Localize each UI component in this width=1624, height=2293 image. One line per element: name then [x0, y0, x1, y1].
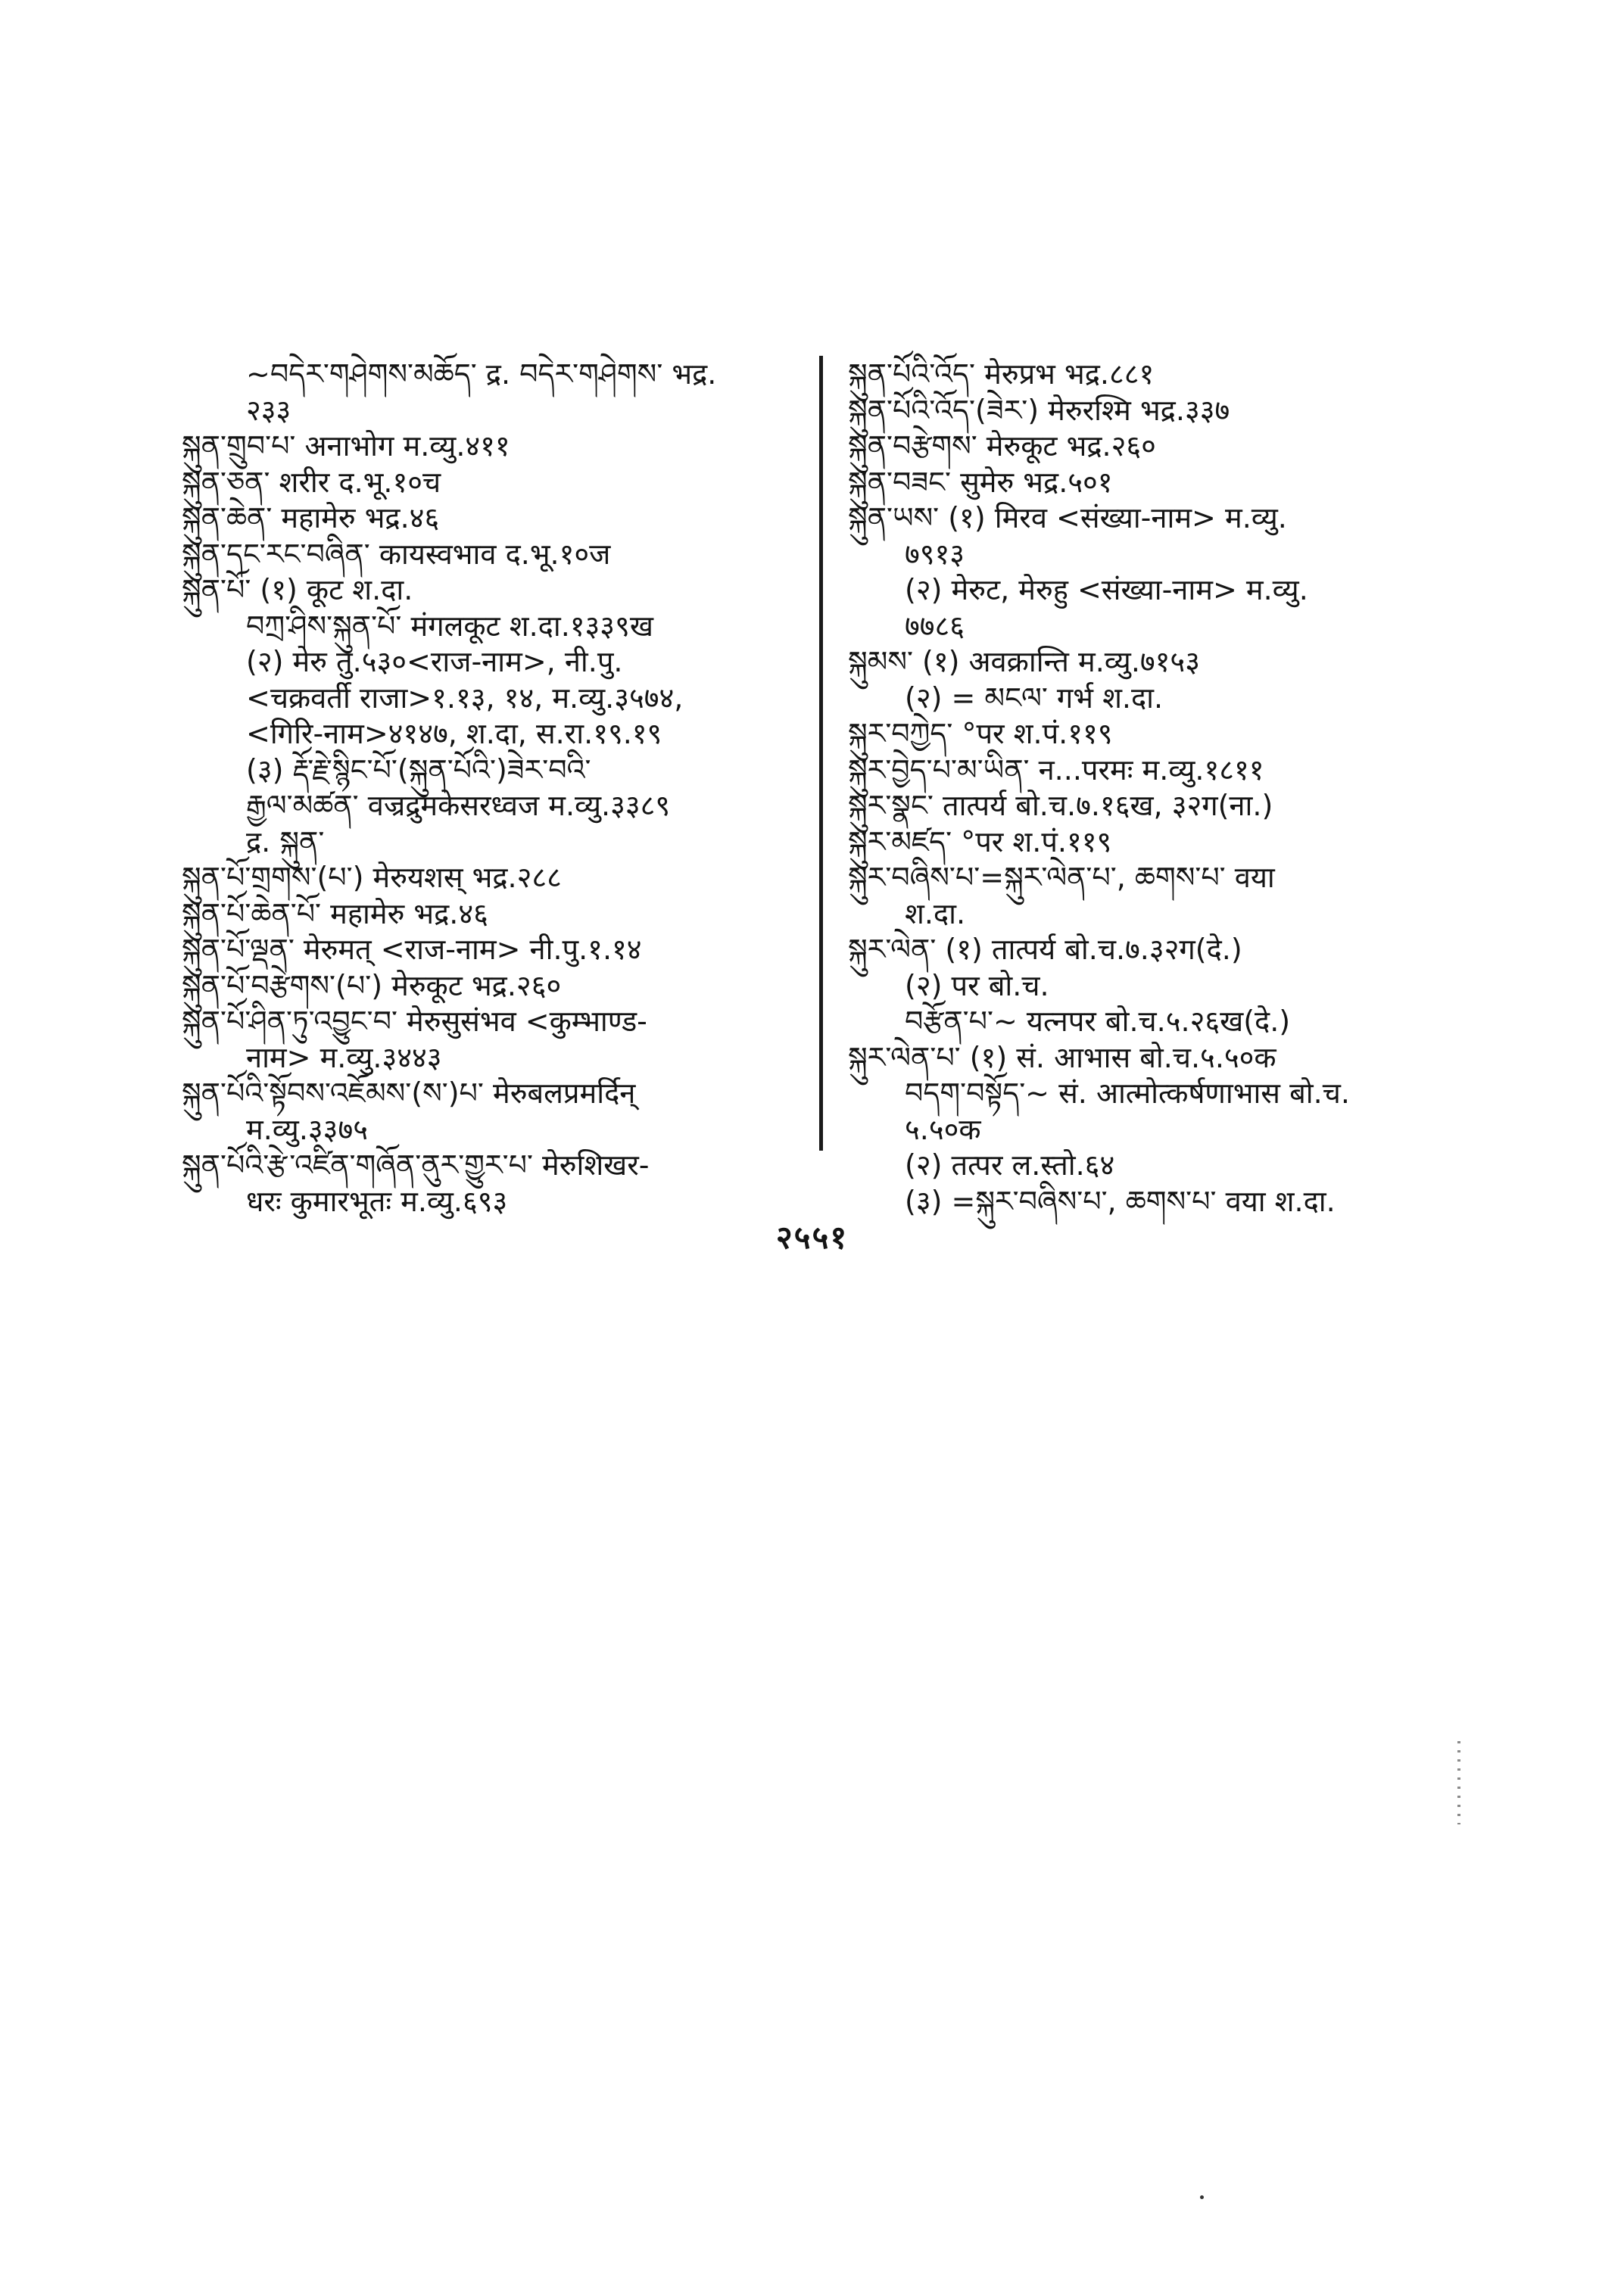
dictionary-entry-line: སྐུར་ལེན་པ་ (१) सं. आभास बो.च.५.५०क [848, 1041, 1276, 1074]
dictionary-entry-line: སྐུན་གྲུབ་པ་ अनाभोग म.व्यु.४११ [182, 429, 510, 463]
dictionary-entry-line: སྐུན་པོ་ལྡན་ मेरुमत् <राज-नाम> नी.पु.१.१४ [182, 933, 642, 966]
dictionary-entry-line: སྐུར་སྣང་ तात्पर्य बो.च.७.१६ख, ३२ग(ना.) [848, 789, 1273, 822]
dictionary-entry-line: (३) =སྐུར་བཞིས་པ་, ཆགས་པ་ वया श.दा. [905, 1185, 1336, 1218]
dictionary-entry-line: སྐུན་པོའི་འོད་(ཟེར་) मेरुरश्मि भद्र.३३७ [848, 394, 1230, 427]
dictionary-entry-line: བདག་བསྟོད་~ सं. आत्मोत्कर्षणाभास बो.च. [905, 1076, 1350, 1110]
dictionary-entry-line: སྐུན་ཡས་ (१) मिरव <संख्या-नाम> म.व्यु. [848, 501, 1287, 534]
dictionary-entry-line: སྐུན་པོ་གྲགས་(པ་) मेरुयशस् भद्र.२८८ [182, 861, 562, 894]
dictionary-entry-line: སྐུན་དང་རང་བཞིན་ कायस्वभाव द.भू.१०ज [182, 537, 611, 571]
dictionary-entry-line: སྐུར་བཞིས་པ་=སྐུར་ལེན་པ་, ཆགས་པ་ वया [848, 861, 1275, 894]
dictionary-entry-line: བཀྲ་ཤིས་སྐུན་པོ་ मंगलकूट श.दा.१३३९ख [246, 609, 653, 643]
dictionary-entry-line: <गिरि-नाम>४१४७, श.दा, स.रा.१९.१९ [246, 717, 662, 750]
dictionary-entry-line: སྐུར་ལེན་ (१) तात्पर्य बो.च.७.३२ग(दे.) [848, 933, 1242, 966]
dictionary-entry-line: སྐུན་པོའི་སྟོབས་འཇོམས་(ས་)པ་ मेरुबलप्रमर्दिन् [182, 1076, 636, 1110]
dictionary-entry-line: སྐུན་པོའི་རྩེ་འཛིན་གཞོན་ནུར་གྱུར་པ་ मेरुशिखर- [182, 1148, 650, 1182]
dictionary-entry-line: སྐུར་བྱེད་པ་མ་ཡིན་ न...परमः म.व्यु.१८११ [848, 753, 1264, 787]
dictionary-entry-line: སྐུན་བརྩེགས་ मेरुकूट भद्र.२६० [848, 429, 1156, 463]
dictionary-entry-line: སྐུན་པོ་ (१) कूट श.दा. [182, 573, 413, 606]
dictionary-entry-line: སྐུན་ཅན་ शरीर द.भू.१०च [182, 466, 441, 499]
dictionary-entry-line: སྐུན་བཟང་ सुमेरु भद्र.५०१ [848, 466, 1113, 499]
dictionary-entry-line: ७७८६ [905, 609, 965, 643]
dotted-mark [1457, 1741, 1460, 1824]
dictionary-entry-line: २३३ [246, 394, 291, 427]
dictionary-entry-line: (२) = མངལ་ गर्भ श.दा. [905, 681, 1164, 715]
dictionary-entry-line: (२) मेरुट, मेरुहु <संख्या-नाम> म.व्यु. [905, 573, 1308, 606]
dictionary-entry-line: སྐུན་ཆེན་ महामेरु भद्र.४६ [182, 501, 440, 534]
dictionary-entry-line: ७९१३ [905, 537, 965, 571]
dictionary-entry-line: (२) तत्पर ल.स्तो.६४ [905, 1148, 1115, 1182]
dictionary-entry-line: སྐུན་པོ་ཆེན་པོ་ महामेरु भद्र.४६ [182, 897, 488, 930]
dictionary-entry-line: ५.५०क [905, 1113, 981, 1146]
dictionary-entry-line: ~བདེར་གཤེགས་མཆོད་ द्र. བདེར་གཤེགས་ भद्र. [246, 357, 717, 391]
dictionary-entry-line: སྐུར་བཀྱེད་ °पर श.पं.११९ [848, 717, 1113, 750]
page-number: २५५१ [775, 1219, 849, 1256]
dictionary-entry-line: རྒྱལ་མཚན་ वज्रद्रुमकेसरध्वज म.व्यु.३३८९ [246, 789, 671, 822]
dictionary-entry-line: སྐུམས་ (१) अवक्रान्ति म.व्यु.७१५३ [848, 645, 1200, 678]
dictionary-entry-line: བརྩོན་པ་~ यत्नपर बो.च.५.२६ख(दे.) [905, 1005, 1291, 1038]
dictionary-entry-line: སྐུར་མཛད་ °पर श.पं.११९ [848, 825, 1112, 858]
dictionary-entry-line: (२) पर बो.च. [905, 969, 1049, 1002]
dictionary-entry-line: སྐུན་པོ་ཤིན་ཏུ་འབྱུང་བ་ मेरुसुसंभव <कुम्भाण्ड- [182, 1005, 647, 1038]
dictionary-entry-line: धरः कुमारभूतः म.व्यु.६९३ [246, 1185, 508, 1218]
dictionary-entry-line: སྐུན་པོ་བརྩེགས་(པ་) मेरुकूट भद्र.२६० [182, 969, 562, 1002]
dictionary-entry-line: སྐུན་པོའི་འོད་ मेरुप्रभ भद्र.८८१ [848, 357, 1155, 391]
dictionary-entry-line: (२) मेरु तु.५३०<राज-नाम>, नी.पु. [246, 645, 623, 678]
dictionary-entry-line: म.व्यु.३३७५ [246, 1113, 368, 1146]
dictionary-entry-line: <चक्रवर्ती राजा>१.१३, १४, म.व्यु.३५७४, [246, 681, 684, 715]
dictionary-entry-line: नाम> म.व्यु.३४४३ [246, 1041, 442, 1074]
dictionary-entry-line: द्र. སྐུན་ [246, 825, 325, 858]
dictionary-entry-line: (३) རྡོ་རྗེ་སྙིང་པོ་(སྐུན་པོའི་)ཟེར་བའི་ [246, 753, 591, 787]
column-divider [819, 356, 823, 1151]
dictionary-entry-line: श.दा. [905, 897, 966, 930]
ink-speck [1200, 2195, 1204, 2199]
